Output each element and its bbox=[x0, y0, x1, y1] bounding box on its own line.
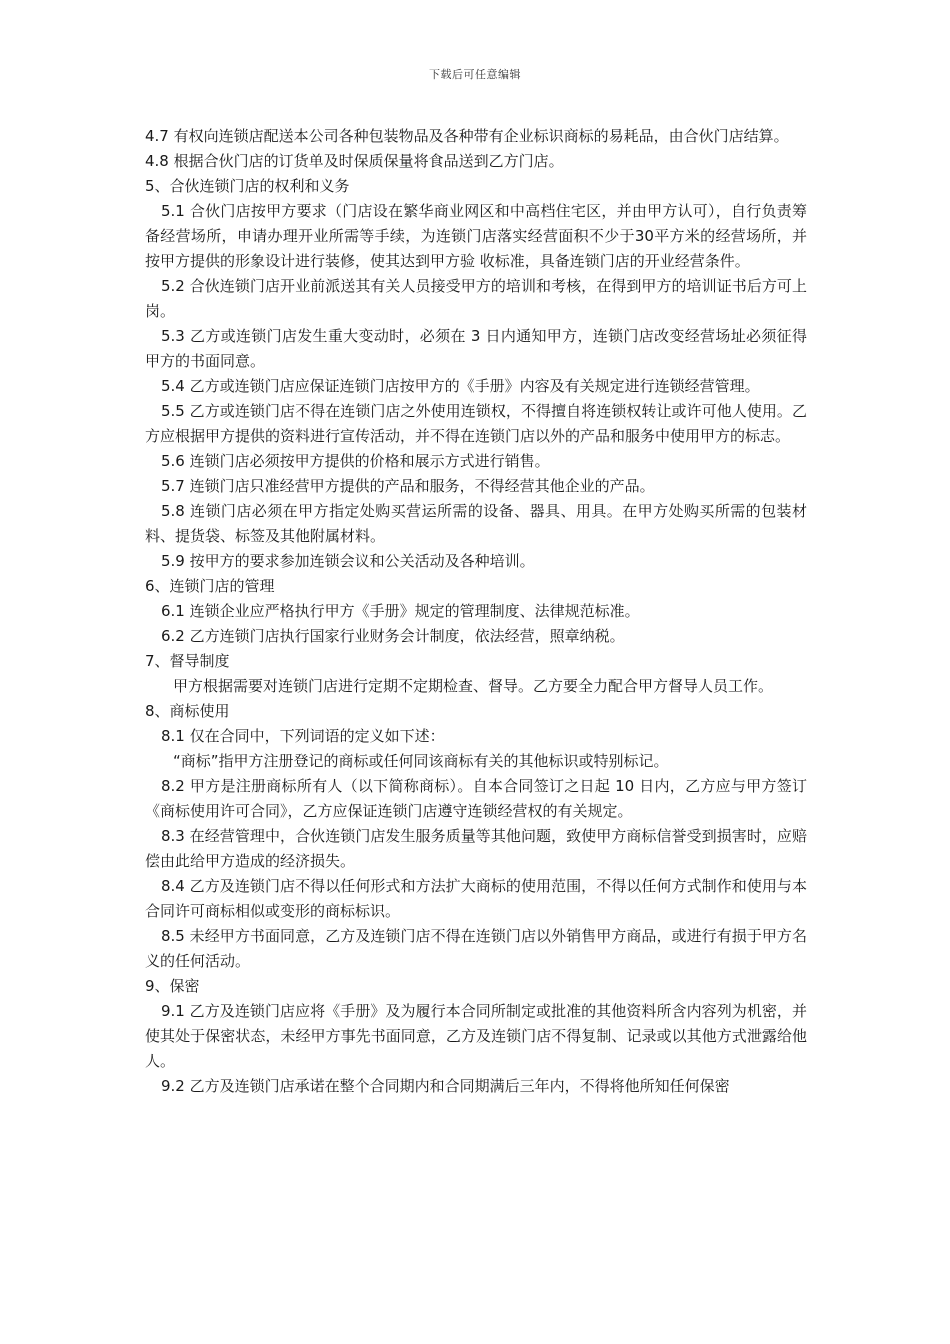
paragraph: 5.1 合伙门店按甲方要求（门店设在繁华商业网区和中高档住宅区，并由甲方认可），自行负责筹备经营场所，申请办理开业所需等手续，为连锁门店落实经营面积不少于30平方米的经营场所，并按甲方提供的形象设计进行装修，使其达到甲方验 收标准，具备连锁门店的开业经营条件。 bbox=[145, 202, 807, 270]
paragraph: 8.1 仅在合同中，下列词语的定义如下述： bbox=[161, 727, 445, 745]
paragraph: 4.7 有权向连锁店配送本公司各种包装物品及各种带有企业标识商标的易耗品，由合伙门店结算。 bbox=[145, 127, 789, 145]
paragraph: 5.7 连锁门店只准经营甲方提供的产品和服务，不得经营其他企业的产品。 bbox=[161, 477, 655, 495]
paragraph: 8、商标使用 bbox=[145, 702, 230, 720]
paragraph: 8.2 甲方是注册商标所有人（以下简称商标）。自本合同签订之日起 10 日内，乙方应与甲方签订《商标使用许可合同》，乙方应保证连锁门店遵守连锁经营权的有关规定。 bbox=[145, 777, 807, 820]
paragraph: 5.3 乙方或连锁门店发生重大变动时，必须在 3 日内通知甲方，连锁门店改变经营场址必须征得甲方的书面同意。 bbox=[145, 327, 807, 370]
paragraph: “商标”指甲方注册登记的商标或任何同该商标有关的其他标识或特别标记。 bbox=[173, 752, 669, 770]
paragraph: 5.8 连锁门店必须在甲方指定处购买营运所需的设备、器具、用具。在甲方处购买所需的包装材料、提货袋、标签及其他附属材料。 bbox=[145, 502, 807, 545]
paragraph: 5.2 合伙连锁门店开业前派送其有关人员接受甲方的培训和考核，在得到甲方的培训证书后方可上岗。 bbox=[145, 277, 807, 320]
paragraph: 9.1 乙方及连锁门店应将《手册》及为履行本合同所制定或批准的其他资料所含内容列为机密，并使其处于保密状态，未经甲方事先书面同意，乙方及连锁门店不得复制、记录或以其他方式泄露给他人。 bbox=[145, 1002, 807, 1070]
paragraph: 8.4 乙方及连锁门店不得以任何形式和方法扩大商标的使用范围，不得以任何方式制作和使用与本合同许可商标相似或变形的商标标识。 bbox=[145, 877, 807, 920]
paragraph: 9.2 乙方及连锁门店承诺在整个合同期内和合同期满后三年内，不得将他所知任何保密 bbox=[161, 1077, 730, 1095]
paragraph: 6、连锁门店的管理 bbox=[145, 577, 275, 595]
paragraph: 5、合伙连锁门店的权利和义务 bbox=[145, 177, 350, 195]
paragraph: 6.2 乙方连锁门店执行国家行业财务会计制度，依法经营，照章纳税。 bbox=[161, 627, 625, 645]
paragraph: 甲方根据需要对连锁门店进行定期不定期检查、督导。乙方要全力配合甲方督导人员工作。 bbox=[173, 677, 774, 695]
paragraph: 8.3 在经营管理中，合伙连锁门店发生服务质量等其他问题，致使甲方商标信誉受到损害时，应赔偿由此给甲方造成的经济损失。 bbox=[145, 827, 807, 870]
paragraph: 5.5 乙方或连锁门店不得在连锁门店之外使用连锁权，不得擅自将连锁权转让或许可他人使用。乙方应根据甲方提供的资料进行宣传活动，并不得在连锁门店以外的产品和服务中使用甲方的标志。 bbox=[145, 402, 807, 445]
paragraph: 6.1 连锁企业应严格执行甲方《手册》规定的管理制度、法律规范标准。 bbox=[161, 602, 640, 620]
paragraph: 5.9 按甲方的要求参加连锁会议和公关活动及各种培训。 bbox=[161, 552, 535, 570]
paragraph: 8.5 未经甲方书面同意，乙方及连锁门店不得在连锁门店以外销售甲方商品，或进行有损于甲方名义的任何活动。 bbox=[145, 927, 807, 970]
page-header: 下载后可任意编辑 bbox=[429, 68, 521, 81]
paragraph: 5.4 乙方或连锁门店应保证连锁门店按甲方的《手册》内容及有关规定进行连锁经营管理。 bbox=[161, 377, 760, 395]
paragraph: 4.8 根据合伙门店的订货单及时保质保量将食品送到乙方门店。 bbox=[145, 152, 564, 170]
paragraph: 7、督导制度 bbox=[145, 652, 230, 670]
paragraph: 9、保密 bbox=[145, 977, 200, 995]
paragraph: 5.6 连锁门店必须按甲方提供的价格和展示方式进行销售。 bbox=[161, 452, 550, 470]
document-body bbox=[145, 124, 807, 1099]
